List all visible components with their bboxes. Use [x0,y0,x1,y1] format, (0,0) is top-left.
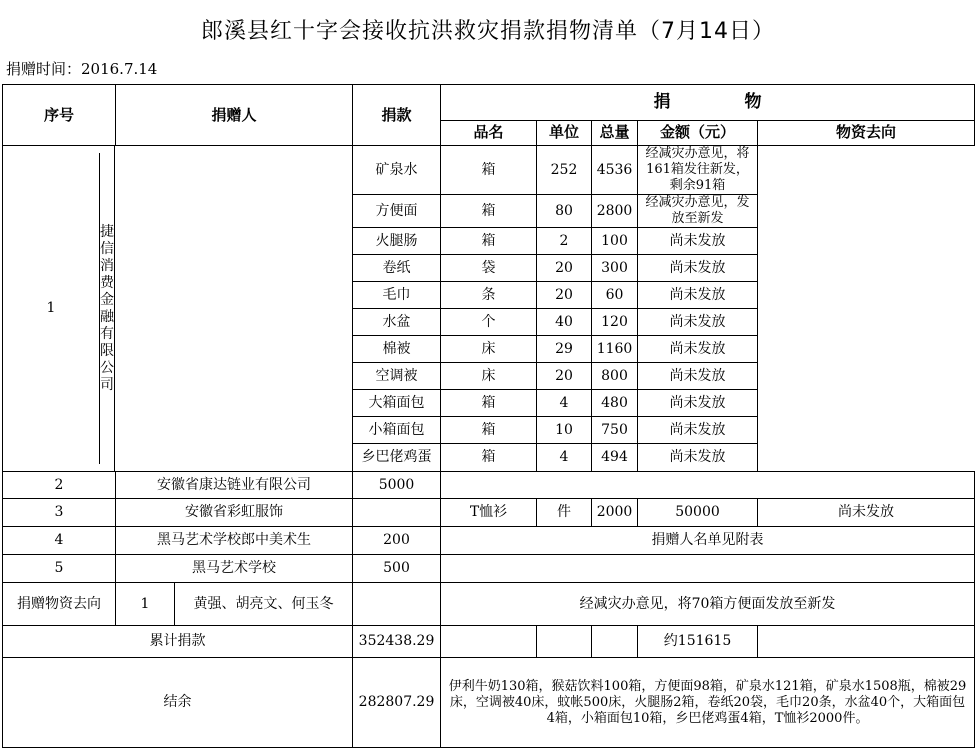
donor4-index-name-cell [3,527,353,555]
donor4-money: 200 [353,527,441,555]
table-row [3,626,975,658]
item-unit: 箱 [441,195,537,228]
item-dest: 尚未发放 [638,444,758,472]
header-index: 序号 [3,85,116,145]
donor3-money [353,499,441,527]
item-name: 乡巴佬鸡蛋 [353,444,441,472]
item-qty: 20 [537,363,592,390]
header-row [3,85,975,121]
item-dest: 尚未发放 [638,309,758,336]
cumulative-dest [758,626,975,658]
cumulative-money: 352438.29 [353,626,441,658]
table-row [3,527,975,555]
cumulative-label: 累计捐款 [3,626,353,658]
balance-note: 伊利牛奶130箱，猴菇饮料100箱，方便面98箱，矿泉水121箱，矿泉水1508瓶，棉被29床，空调被40床，蚊帐500床，火腿肠2箱，卷纸20袋，毛巾20条，水盆40个，大箱面包4箱，小箱面包10箱，乡巴佬鸡蛋4箱，T恤衫2000件。 [441,658,975,748]
donation-table [2,84,975,748]
donor5-name: 黑马艺术学校 [192,560,276,576]
table-row [3,472,975,499]
donor5-index: 5 [3,555,116,582]
header-money: 捐款 [353,85,441,146]
table-row [3,499,975,527]
balance-money: 282807.29 [353,658,441,748]
document-title: 郎溪县红十字会接收抗洪救灾捐款捐物清单（7月14日） [201,19,775,44]
donor2-goods [441,472,975,499]
item-name: 火腿肠 [353,228,441,255]
donor1-money [115,146,353,472]
item-name: 空调被 [353,363,441,390]
disbursement-names: 黄强、胡亮文、何玉冬 [193,595,334,612]
item-unit: 箱 [441,417,537,444]
item-qty: 10 [537,417,592,444]
table-row [3,658,975,748]
item-amount: 800 [592,363,638,390]
donor3-index-name-cell [3,499,353,527]
item-unit: 箱 [441,228,537,255]
item-name: 水盆 [353,309,441,336]
donation-date: 捐赠时间：2016.7.14 [6,60,158,78]
donor2-name: 安徽省康达链业有限公司 [157,476,311,493]
donor2-money: 5000 [353,472,441,499]
item-amount: 4536 [592,146,638,195]
donor4-name: 黑马艺术学校郎中美术生 [157,532,311,548]
item-name: T恤衫 [441,499,537,527]
item-amount: 100 [592,228,638,255]
item-dest: 尚未发放 [638,228,758,255]
header-amount: 金额（元） [638,120,758,145]
item-qty: 2000 [592,499,638,527]
donor5-index-name-cell [3,555,353,583]
item-amount: 120 [592,309,638,336]
balance-label: 结余 [3,658,353,748]
item-dest: 尚未发放 [638,363,758,390]
item-dest: 尚未发放 [638,336,758,363]
table-row [3,555,975,583]
item-qty: 20 [537,282,592,309]
item-amount: 50000 [638,499,758,527]
item-dest: 尚未发放 [638,417,758,444]
table-row [3,583,975,626]
cumulative-item [441,626,537,658]
cumulative-qty [592,626,638,658]
item-name: 毛巾 [353,282,441,309]
item-qty: 20 [537,255,592,282]
item-dest: 经减灾办意见，将161箱发往新发，剩余91箱 [638,146,758,195]
item-amount: 494 [592,444,638,472]
disbursement-money [353,583,441,626]
item-unit: 床 [441,336,537,363]
item-qty: 80 [537,195,592,228]
item-amount: 300 [592,255,638,282]
item-amount: 480 [592,390,638,417]
item-qty: 4 [537,390,592,417]
item-qty: 252 [537,146,592,195]
donor2-index-name-cell [3,472,353,499]
item-qty: 40 [537,309,592,336]
item-unit: 件 [537,499,592,527]
item-unit: 袋 [441,255,537,282]
item-amount: 750 [592,417,638,444]
item-name: 卷纸 [353,255,441,282]
item-amount: 2800 [592,195,638,228]
cumulative-unit [537,626,592,658]
item-unit: 箱 [441,146,537,195]
header-unit: 单位 [537,120,592,145]
item-unit: 箱 [441,444,537,472]
header-index-donor-cell [3,85,353,146]
item-amount: 60 [592,282,638,309]
donor3-index: 3 [3,499,116,526]
donor1-index: 1 [3,153,100,464]
item-qty: 29 [537,336,592,363]
cumulative-amount: 约151615 [638,626,758,658]
header-donor: 捐赠人 [211,105,257,124]
donor5-money: 500 [353,555,441,583]
header-item: 品名 [441,120,537,145]
item-name: 棉被 [353,336,441,363]
item-name: 小箱面包 [353,417,441,444]
item-name: 大箱面包 [353,390,441,417]
item-unit: 床 [441,363,537,390]
donor4-note: 捐赠人名单见附表 [441,527,975,555]
item-qty: 2 [537,228,592,255]
item-name: 方便面 [353,195,441,228]
donor3-name: 安徽省彩虹服饰 [185,504,283,520]
donor4-index: 4 [3,527,116,554]
item-unit: 个 [441,309,537,336]
item-unit: 箱 [441,390,537,417]
header-qty: 总量 [592,120,638,145]
header-dest: 物资去向 [758,120,975,145]
donor1-index-name-cell [3,146,115,472]
item-unit: 条 [441,282,537,309]
item-qty: 4 [537,444,592,472]
disbursement-note: 经减灾办意见，将70箱方便面发放至新发 [441,583,975,626]
disbursement-index: 1 [116,583,175,625]
header-goods: 捐 物 [441,85,975,121]
item-dest: 尚未发放 [638,390,758,417]
donor2-index: 2 [3,472,116,498]
donor1-name: 捷信消费金融有限公司 [100,223,114,393]
item-amount: 1160 [592,336,638,363]
disbursement-label: 捐赠物资去向 [3,583,116,625]
item-dest: 尚未发放 [638,282,758,309]
item-dest: 经减灾办意见，发放至新发 [638,195,758,228]
item-name: 矿泉水 [353,146,441,195]
donor5-goods [441,555,975,583]
disbursement-cell [3,583,353,626]
item-dest: 尚未发放 [758,499,975,527]
item-dest: 尚未发放 [638,255,758,282]
table-row [3,146,975,195]
